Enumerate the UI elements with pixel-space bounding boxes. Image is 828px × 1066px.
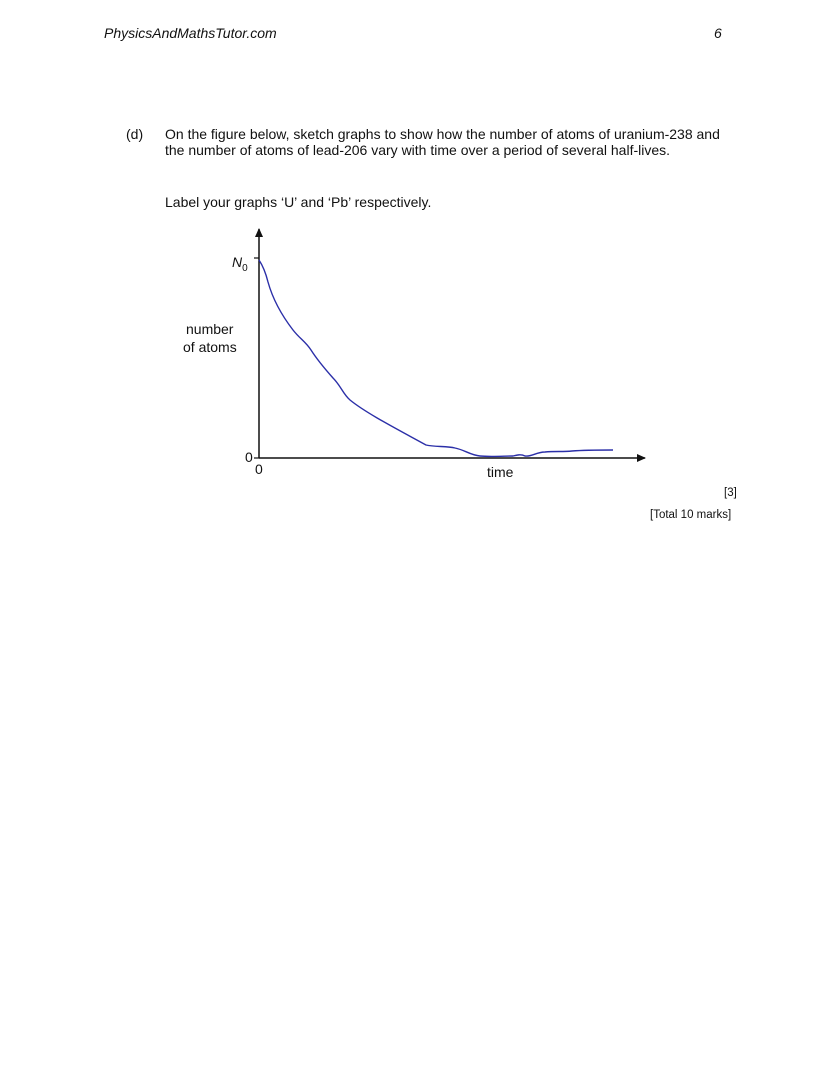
y-axis-label-line1: number [186, 321, 234, 337]
question-instruction: Label your graphs ‘U’ and ‘Pb’ respectively. [165, 194, 432, 210]
n0-label: $N_0$ [232, 254, 248, 274]
question-label: (d) [126, 126, 144, 142]
part-marks: [3] [724, 487, 737, 499]
x-axis-label: time [487, 464, 514, 480]
site-header: PhysicsAndMathsTutor.com [104, 25, 277, 41]
question-text: On the figure below, sketch graphs to show how the number of atoms of uranium-238 and the number of atoms of lead-206 vary with time over a period of several half-lives. [165, 126, 720, 158]
y-origin-label: 0 [245, 449, 253, 465]
uranium-decay-curve [259, 260, 613, 456]
page-number: 6 [714, 25, 722, 41]
y-axis-label-line2: of atoms [183, 339, 237, 355]
x-origin-label: 0 [255, 461, 263, 477]
total-marks: [Total 10 marks] [650, 509, 732, 521]
